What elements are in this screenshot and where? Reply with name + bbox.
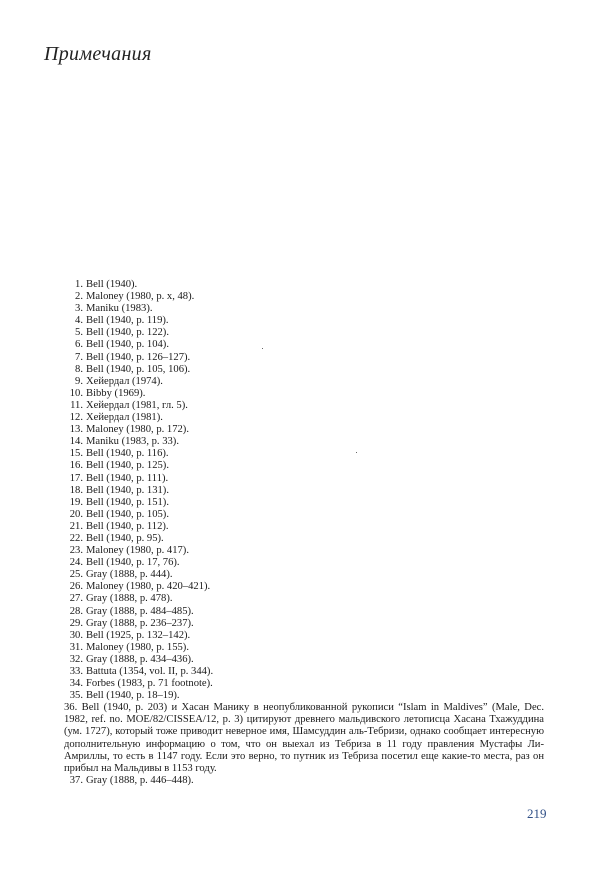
note-item: [64, 497, 546, 509]
note-text: Bell (1940, p. 104).: [86, 339, 169, 351]
note-item: [64, 436, 546, 448]
note-item: [64, 666, 546, 678]
note-number: 22.: [69, 532, 83, 544]
note-number: 30.: [69, 629, 83, 641]
note-36-paragraph: [64, 702, 544, 775]
note-number: 20.: [69, 508, 83, 520]
note-item: [64, 376, 546, 388]
note-text: Хейердал (1981).: [86, 412, 163, 424]
note-number: 28.: [69, 605, 83, 617]
note-item: [64, 412, 546, 424]
note-number: 24.: [69, 557, 83, 569]
note-item: [64, 569, 546, 581]
note-text: Bell (1940, p. 105, 106).: [86, 363, 191, 375]
note-text: Gray (1888, p. 444).: [86, 569, 173, 581]
note-text: Bell (1940, p. 122).: [86, 327, 169, 339]
note-text: Bell (1940, p. 111).: [86, 472, 169, 484]
note-item: [64, 460, 546, 472]
note-number: 5.: [75, 327, 83, 339]
note-item: [64, 485, 546, 497]
note-number: 19.: [69, 496, 83, 508]
note-number: 16.: [69, 460, 83, 472]
note-item: [64, 352, 546, 364]
note-number: 34.: [69, 678, 83, 690]
note-37: [64, 775, 546, 787]
note-text: Maloney (1980, p. 420–421).: [86, 581, 211, 593]
note-number: 18.: [69, 484, 83, 496]
note-item: [64, 339, 546, 351]
note-text: Хейердал (1981, гл. 5).: [86, 399, 188, 411]
note-text: Forbes (1983, p. 71 footnote).: [86, 678, 213, 690]
note-item: [64, 654, 546, 666]
note-text: Bibby (1969).: [86, 387, 146, 399]
note-number: 13.: [69, 424, 83, 436]
note-number: 15.: [69, 448, 83, 460]
note-item: [64, 593, 546, 605]
note-text: Maniku (1983, p. 33).: [86, 436, 179, 448]
note-number: 26.: [69, 581, 83, 593]
note-text: Bell (1940, p. 131).: [86, 484, 169, 496]
note-number: 27.: [69, 593, 83, 605]
note-item: [64, 473, 546, 485]
note-number: 6.: [75, 339, 83, 351]
note-number: 14.: [69, 436, 83, 448]
note-item: [64, 545, 546, 557]
note-36-number: 36.: [64, 702, 78, 714]
note-item: [64, 521, 546, 533]
note-item: [64, 448, 546, 460]
note-36-text: Bell (1940, p. 203) и Хасан Маникy в неопубликованной рукописи “Islam in Maldives” (Male, Dec. 1982, ref. no. MOE/82/CISSEA/12, p. 3) цитируют древнего мальдивского летописца Хасана Тхажуддина (ум. 1727), который тоже приводит неверное имя, Шамсуддин аль-Тебризи, однако сообщает интересную дополнительную информацию о том, что он выехал из Тебриза в 11 году правления Мустафы Ли-Амриллы, то есть в 1147 году. Если это верно, то путник из Тебриза посетил еще какие-то места, раз он прибыл на Мальдивы в 1153 году.: [64, 702, 544, 774]
page-title: Примечания: [44, 43, 152, 65]
note-item: [64, 364, 546, 376]
note-number: 7.: [75, 351, 83, 363]
short-notes: [64, 279, 546, 702]
note-text: Bell (1940, p. 151).: [86, 496, 169, 508]
note-number: 23.: [69, 545, 83, 557]
note-number: 4.: [75, 315, 83, 327]
note-number: 32.: [69, 653, 83, 665]
note-number: 17.: [69, 472, 83, 484]
note-item: [64, 581, 546, 593]
note-text: Bell (1940, p. 119).: [86, 315, 169, 327]
note-text: Gray (1888, p. 236–237).: [86, 617, 194, 629]
note-text: Bell (1940, p. 95).: [86, 532, 164, 544]
note-37-number: 37.: [69, 774, 83, 786]
note-item: [64, 388, 546, 400]
note-item: [64, 618, 546, 630]
notes-list: [64, 279, 546, 787]
note-text: Bell (1940, p. 18–19).: [86, 690, 180, 702]
note-text: Maloney (1980, p. x, 48).: [86, 291, 195, 303]
note-number: 31.: [69, 641, 83, 653]
note-number: 12.: [69, 412, 83, 424]
note-number: 1.: [75, 279, 83, 290]
note-text: Maniku (1983).: [86, 303, 153, 315]
note-text: Maloney (1980, p. 172).: [86, 424, 189, 436]
note-text: Bell (1940, p. 126–127).: [86, 351, 191, 363]
page-number: 219: [527, 806, 547, 821]
note-number: 33.: [69, 666, 83, 677]
note-text: Bell (1940, p. 105).: [86, 508, 169, 520]
note-item: [64, 606, 546, 618]
note-text: Bell (1925, p. 132–142).: [86, 629, 191, 641]
note-text: Bell (1940, p. 125).: [86, 460, 169, 472]
note-text: Battuta (1354, vol. II, p. 344).: [86, 666, 214, 677]
note-number: 29.: [69, 617, 83, 629]
note-number: 2.: [75, 291, 83, 303]
note-item: [64, 424, 546, 436]
note-item: [64, 557, 546, 569]
note-number: 8.: [75, 363, 83, 375]
note-number: 11.: [70, 399, 83, 411]
note-text: Gray (1888, p. 484–485).: [86, 605, 194, 617]
note-text: Gray (1888, p. 434–436).: [86, 653, 194, 665]
note-item: [64, 509, 546, 521]
note-text: Bell (1940).: [86, 279, 138, 290]
note-item: [64, 291, 546, 303]
note-number: 25.: [69, 569, 83, 581]
note-36: [64, 702, 546, 775]
note-item: [64, 642, 546, 654]
note-number: 3.: [75, 303, 83, 315]
note-number: 10.: [69, 387, 83, 399]
note-item: [64, 327, 546, 339]
note-item: [64, 279, 546, 291]
note-item: [64, 533, 546, 545]
note-item: [64, 630, 546, 642]
note-text: Хейердал (1974).: [86, 375, 163, 387]
note-item: [64, 678, 546, 690]
note-37-text: Gray (1888, p. 446–448).: [86, 774, 194, 786]
note-item: [64, 690, 546, 702]
note-number: 21.: [69, 520, 83, 532]
note-text: Maloney (1980, p. 417).: [86, 545, 189, 557]
note-text: Bell (1940, p. 17, 76).: [86, 557, 180, 569]
note-number: 35.: [69, 690, 83, 702]
scan-speck: [356, 452, 357, 453]
note-text: Gray (1888, p. 478).: [86, 593, 173, 605]
scan-speck: [262, 348, 263, 349]
note-item: [64, 303, 546, 315]
note-text: Bell (1940, p. 112).: [86, 520, 169, 532]
note-text: Maloney (1980, p. 155).: [86, 641, 189, 653]
note-text: Bell (1940, p. 116).: [86, 448, 169, 460]
note-number: 9.: [75, 375, 83, 387]
note-item: [64, 400, 546, 412]
note-item: [64, 315, 546, 327]
